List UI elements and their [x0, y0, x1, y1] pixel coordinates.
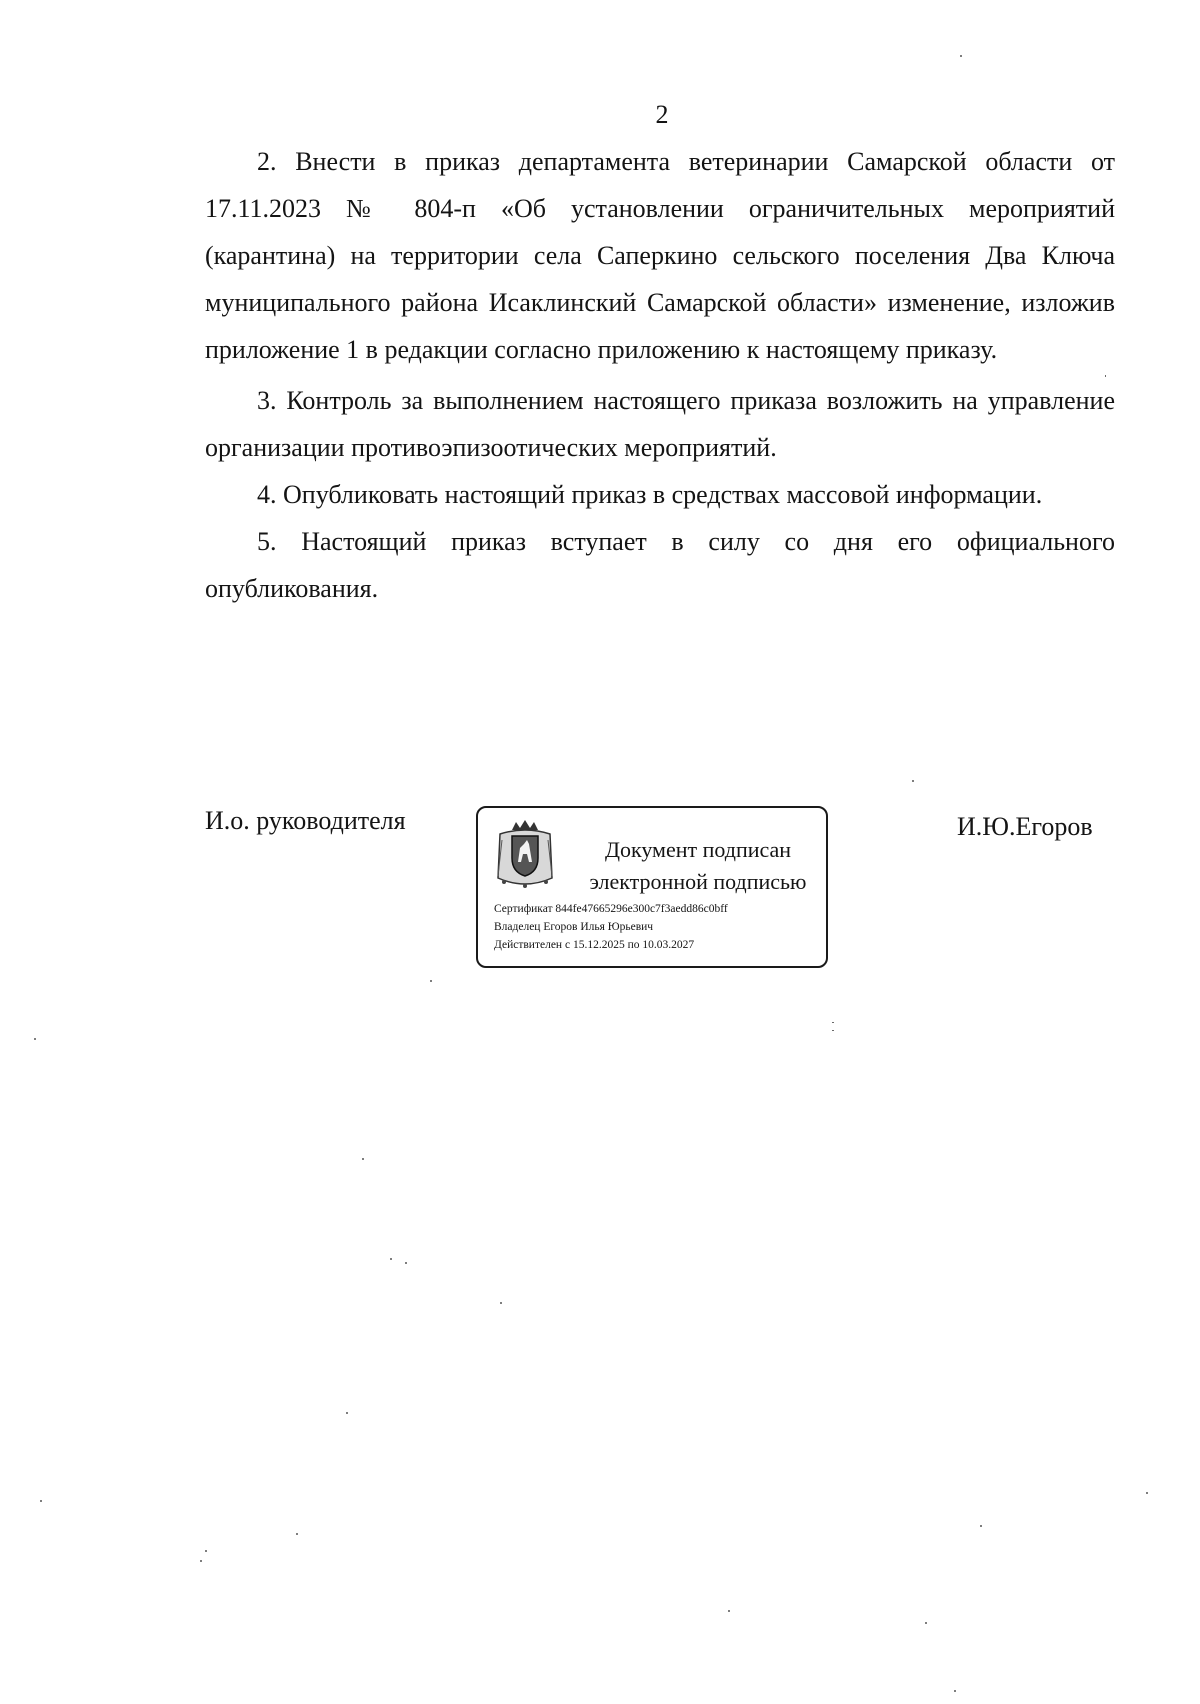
- page-number: 2: [655, 100, 669, 129]
- paragraph-2: 2. Внести в приказ департамента ветеринарии Самарской области от 17.11.2023 № 804-п «Об установлении ограничительных мероприятий (карантина) на территории села Саперкино сельского поселения Два Ключа муниципального района Исаклинский Самарской области» изменение, изложив приложение 1 в редакции согласно приложению к настоящему приказу.: [205, 147, 1115, 364]
- scan-speck: [1146, 1492, 1148, 1494]
- coat-of-arms-icon: [494, 818, 556, 890]
- scan-speck: [960, 55, 962, 57]
- signatory-position: И.о. руководителя: [205, 806, 406, 835]
- scan-speck: [405, 1262, 407, 1264]
- signatory-name: И.Ю.Егоров: [957, 812, 1093, 841]
- scan-speck: [980, 1525, 982, 1527]
- scan-speck: [40, 1500, 42, 1502]
- scan-speck: [346, 1412, 348, 1414]
- stamp-heading: [574, 834, 822, 898]
- electronic-signature-stamp: [476, 806, 828, 968]
- scan-speck: [34, 1038, 36, 1040]
- scan-speck: [954, 1690, 956, 1692]
- scan-speck: [430, 980, 432, 982]
- scan-speck: [205, 1550, 207, 1552]
- stamp-details: [494, 900, 728, 954]
- scan-speck: [500, 1302, 502, 1304]
- paragraph-4: 4. Опубликовать настоящий приказ в средствах массовой информации.: [257, 480, 1043, 509]
- scan-speck: [912, 780, 914, 782]
- scan-speck: [728, 1610, 730, 1612]
- stamp-owner: Владелец Егоров Илья Юрьевич: [494, 921, 654, 933]
- scan-speck: [296, 1533, 298, 1535]
- paragraph-3: 3. Контроль за выполнением настоящего приказа возложить на управление организации противоэпизоотических мероприятий.: [205, 386, 1115, 462]
- scan-speck: [832, 1022, 834, 1023]
- stamp-heading-line1: Документ подписан: [604, 837, 792, 862]
- stamp-certificate: Сертификат 844fe47665296e300c7f3aedd86c0bff: [494, 903, 728, 915]
- stamp-heading-line2: электронной подписью: [589, 869, 807, 894]
- scan-speck: [390, 1258, 392, 1260]
- scan-speck: [200, 1560, 202, 1562]
- paragraph-5: 5. Настоящий приказ вступает в силу со дня его официального опубликования.: [205, 527, 1115, 603]
- scan-speck: [925, 1622, 927, 1624]
- scan-speck: [362, 1158, 364, 1160]
- stamp-validity: Действителен с 15.12.2025 по 10.03.2027: [494, 939, 695, 951]
- document-body: [205, 138, 1115, 612]
- scan-speck: [1105, 375, 1106, 377]
- scan-speck: [832, 1030, 834, 1031]
